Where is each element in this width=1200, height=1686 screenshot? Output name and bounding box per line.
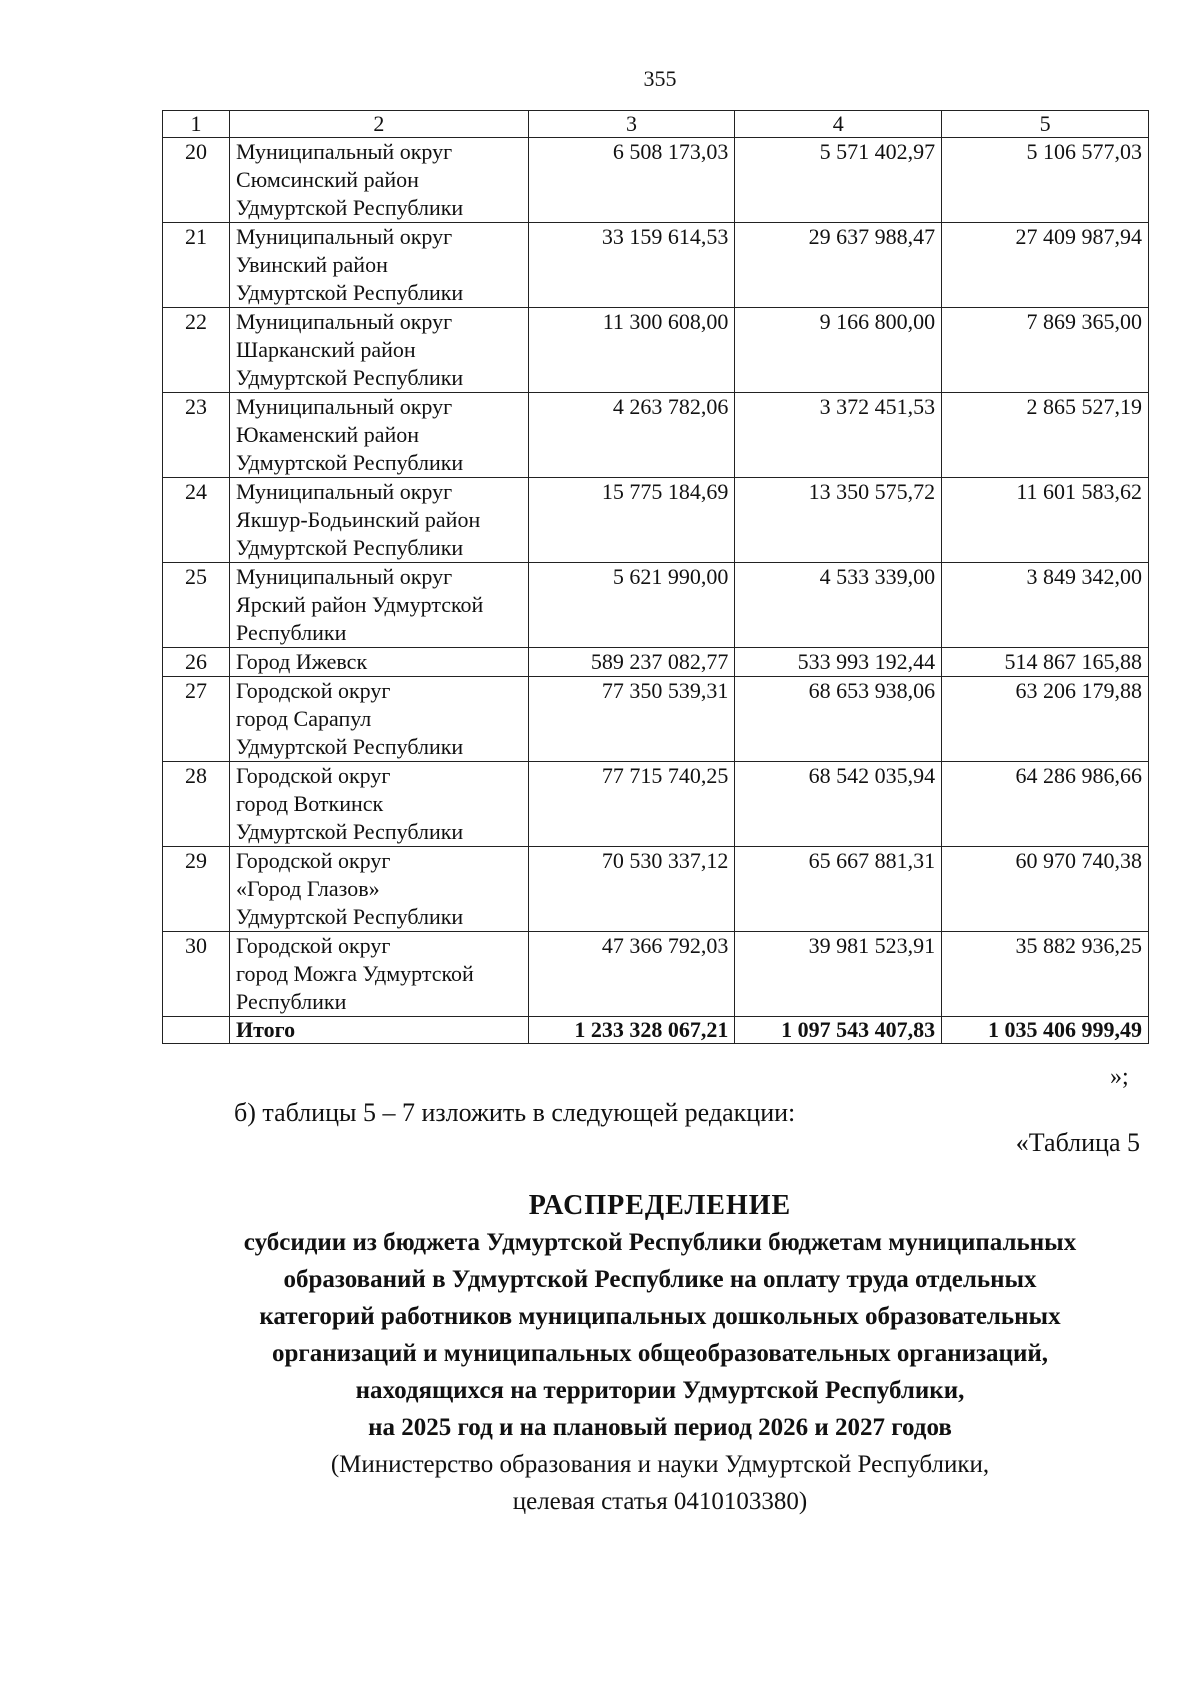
- amount-cell-3: 77 350 539,31: [528, 677, 735, 762]
- amount-cell-3: 589 237 082,77: [528, 648, 735, 677]
- amount-cell-3: 5 621 990,00: [528, 563, 735, 648]
- total-row: [163, 1017, 1149, 1044]
- amount-cell-3: 70 530 337,12: [528, 847, 735, 932]
- municipality-name-line: Муниципальный округ: [236, 564, 453, 589]
- page-number: 355: [643, 66, 677, 91]
- municipality-name-line: Республики: [236, 989, 347, 1014]
- municipality-name-line: Удмуртской Республики: [236, 904, 464, 929]
- municipality-name-line: Муниципальный округ: [236, 224, 453, 249]
- municipality-name-line: Удмуртской Республики: [236, 819, 464, 844]
- amount-cell-5: 11 601 583,62: [942, 478, 1149, 563]
- municipality-name-line: город Можга Удмуртской: [236, 961, 474, 986]
- row-number: 20: [163, 138, 230, 223]
- municipality-name-line: Городской округ: [236, 933, 391, 958]
- header-cell-4: 4: [735, 111, 942, 138]
- amount-cell-4: 68 542 035,94: [735, 762, 942, 847]
- amount-cell-5: 514 867 165,88: [942, 648, 1149, 677]
- municipality-name-line: Республики: [236, 620, 347, 645]
- row-number: 28: [163, 762, 230, 847]
- municipality-name: [230, 847, 529, 932]
- table-row: [163, 308, 1149, 393]
- municipality-name: [230, 648, 529, 677]
- municipality-name-line: Шарканский район: [236, 337, 416, 362]
- table-row: [163, 677, 1149, 762]
- municipality-name-line: Сюмсинский район: [236, 167, 419, 192]
- subsidy-table: [162, 110, 1149, 1044]
- municipality-name-line: Муниципальный округ: [236, 394, 453, 419]
- table-row: [163, 932, 1149, 1017]
- amount-cell-5: 63 206 179,88: [942, 677, 1149, 762]
- distribution-heading: [150, 1188, 1170, 1520]
- heading-note: [150, 1446, 1170, 1520]
- table-header-row: [163, 111, 1149, 138]
- row-number: 25: [163, 563, 230, 648]
- table-row: [163, 138, 1149, 223]
- municipality-name-line: город Воткинск: [236, 791, 384, 816]
- header-cell-2: 2: [230, 111, 529, 138]
- instruction-text: б) таблицы 5 – 7 изложить в следующей редакции:: [234, 1098, 796, 1127]
- municipality-name: [230, 223, 529, 308]
- municipality-name-line: Удмуртской Республики: [236, 734, 464, 759]
- total-amount-4: 1 097 543 407,83: [735, 1017, 942, 1044]
- amount-cell-5: 27 409 987,94: [942, 223, 1149, 308]
- municipality-name-line: Городской округ: [236, 763, 391, 788]
- heading-line: категорий работников муниципальных дошкольных образовательных: [259, 1303, 1061, 1330]
- municipality-name: [230, 308, 529, 393]
- row-number: 27: [163, 677, 230, 762]
- heading-line: организаций и муниципальных общеобразовательных организаций,: [271, 1340, 1049, 1367]
- amount-cell-3: 11 300 608,00: [528, 308, 735, 393]
- table-row: [163, 563, 1149, 648]
- amount-cell-5: 2 865 527,19: [942, 393, 1149, 478]
- municipality-name: [230, 932, 529, 1017]
- total-label: Итого: [230, 1017, 529, 1044]
- amount-cell-4: 39 981 523,91: [735, 932, 942, 1017]
- amount-cell-5: 60 970 740,38: [942, 847, 1149, 932]
- municipality-name-line: Удмуртской Республики: [236, 280, 464, 305]
- municipality-name-line: Удмуртской Республики: [236, 365, 464, 390]
- municipality-name: [230, 478, 529, 563]
- note-line: целевая статья 0410103380): [512, 1488, 808, 1515]
- amount-cell-5: 7 869 365,00: [942, 308, 1149, 393]
- heading-title: РАСПРЕДЕЛЕНИЕ: [528, 1190, 792, 1221]
- total-number-cell: [163, 1017, 230, 1044]
- table-row: [163, 762, 1149, 847]
- amount-cell-4: 5 571 402,97: [735, 138, 942, 223]
- total-amount-3: 1 233 328 067,21: [528, 1017, 735, 1044]
- header-cell-3: 3: [528, 111, 735, 138]
- heading-line: образований в Удмуртской Республике на оплату труда отдельных: [283, 1266, 1037, 1293]
- municipality-name-line: «Город Глазов»: [236, 876, 380, 901]
- municipality-name-line: город Сарапул: [236, 706, 372, 731]
- municipality-name-line: Город Ижевск: [236, 649, 368, 674]
- municipality-name-line: Городской округ: [236, 678, 391, 703]
- row-number: 23: [163, 393, 230, 478]
- municipality-name-line: Удмуртской Республики: [236, 535, 464, 560]
- municipality-name-line: Юкаменский район: [236, 422, 420, 447]
- municipality-name-line: Муниципальный округ: [236, 139, 453, 164]
- municipality-name: [230, 563, 529, 648]
- amount-cell-4: 533 993 192,44: [735, 648, 942, 677]
- table-row: [163, 478, 1149, 563]
- heading-subtitle: [150, 1224, 1170, 1446]
- row-number: 24: [163, 478, 230, 563]
- municipality-name-line: Городской округ: [236, 848, 391, 873]
- amount-cell-4: 9 166 800,00: [735, 308, 942, 393]
- amount-cell-4: 65 667 881,31: [735, 847, 942, 932]
- municipality-name-line: Муниципальный округ: [236, 309, 453, 334]
- amount-cell-3: 6 508 173,03: [528, 138, 735, 223]
- note-line: (Министерство образования и науки Удмуртской Республики,: [330, 1451, 990, 1478]
- header-cell-5: 5: [942, 111, 1149, 138]
- total-amount-5: 1 035 406 999,49: [942, 1017, 1149, 1044]
- municipality-name-line: Якшур-Бодьинский район: [236, 507, 481, 532]
- municipality-name: [230, 762, 529, 847]
- amount-cell-4: 68 653 938,06: [735, 677, 942, 762]
- municipality-name-line: Удмуртской Республики: [236, 450, 464, 475]
- amount-cell-4: 29 637 988,47: [735, 223, 942, 308]
- row-number: 26: [163, 648, 230, 677]
- municipality-name-line: Ярский район Удмуртской: [236, 592, 484, 617]
- header-cell-1: 1: [163, 111, 230, 138]
- municipality-name: [230, 393, 529, 478]
- amount-cell-4: 4 533 339,00: [735, 563, 942, 648]
- heading-line: на 2025 год и на плановый период 2026 и 2027 годов: [368, 1414, 952, 1441]
- table-row: [163, 847, 1149, 932]
- amount-cell-3: 77 715 740,25: [528, 762, 735, 847]
- closing-quote: »;: [1110, 1064, 1129, 1090]
- amount-cell-4: 13 350 575,72: [735, 478, 942, 563]
- row-number: 30: [163, 932, 230, 1017]
- heading-line: субсидии из бюджета Удмуртской Республики бюджетам муниципальных: [243, 1229, 1077, 1256]
- municipality-name-line: Муниципальный округ: [236, 479, 453, 504]
- table-row: [163, 648, 1149, 677]
- row-number: 22: [163, 308, 230, 393]
- amount-cell-3: 33 159 614,53: [528, 223, 735, 308]
- municipality-name: [230, 138, 529, 223]
- amount-cell-3: 15 775 184,69: [528, 478, 735, 563]
- row-number: 21: [163, 223, 230, 308]
- table-label: «Таблица 5: [1015, 1128, 1140, 1157]
- amount-cell-3: 47 366 792,03: [528, 932, 735, 1017]
- amount-cell-5: 35 882 936,25: [942, 932, 1149, 1017]
- amount-cell-5: 64 286 986,66: [942, 762, 1149, 847]
- row-number: 29: [163, 847, 230, 932]
- amount-cell-5: 5 106 577,03: [942, 138, 1149, 223]
- municipality-name-line: Удмуртской Республики: [236, 195, 464, 220]
- amount-cell-3: 4 263 782,06: [528, 393, 735, 478]
- amount-cell-4: 3 372 451,53: [735, 393, 942, 478]
- amount-cell-5: 3 849 342,00: [942, 563, 1149, 648]
- heading-line: находящихся на территории Удмуртской Республики,: [355, 1377, 965, 1404]
- municipality-name: [230, 677, 529, 762]
- municipality-name-line: Увинский район: [236, 252, 388, 277]
- table-row: [163, 223, 1149, 308]
- table-row: [163, 393, 1149, 478]
